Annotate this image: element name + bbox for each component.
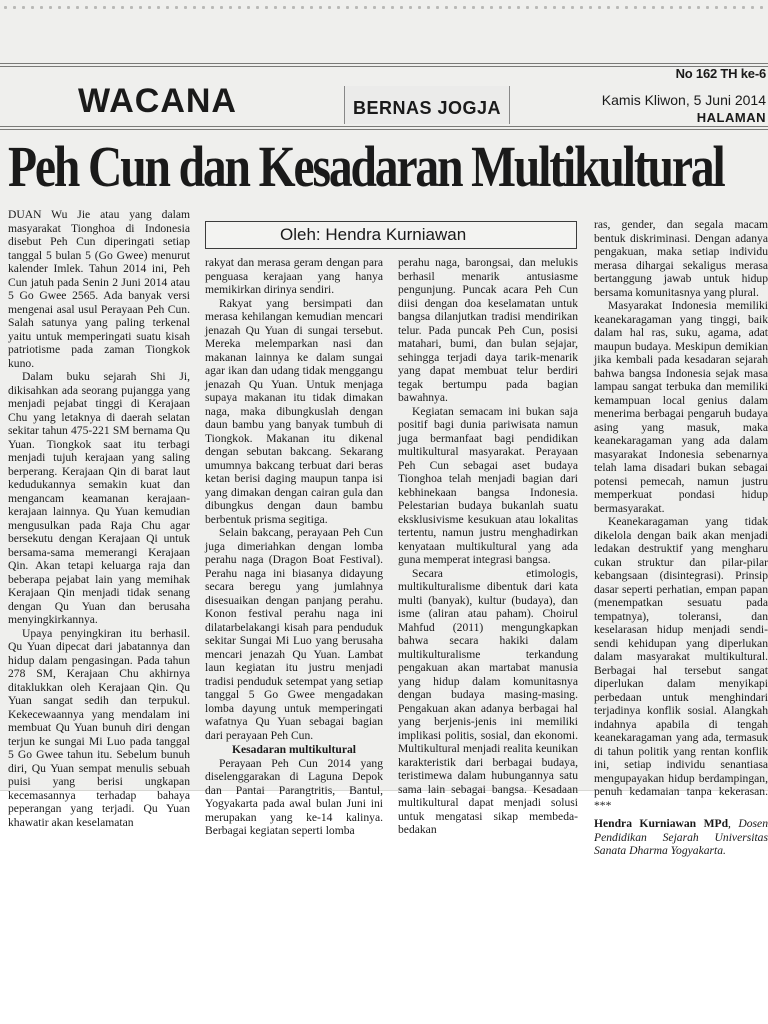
perforation-dot <box>229 6 232 9</box>
perforation-dot <box>652 6 655 9</box>
author-name: Hendra Kurniawan MPd <box>594 817 729 830</box>
perforation-dot <box>85 6 88 9</box>
paragraph: Perayaan Peh Cun 2014 yang diselenggarakan di Laguna Depok dan Pantai Parangtritis, Bantul, Yogyakarta pada awal bulan Juni ini merupakan yang ke-14 kalinya. Berbagai kegiatan seperti lomba <box>205 756 383 837</box>
perforation-dot <box>247 6 250 9</box>
perforation-dot <box>580 6 583 9</box>
perforation-dot <box>67 6 70 9</box>
perforation-dot <box>265 6 268 9</box>
perforation-dot <box>571 6 574 9</box>
perforation-dot <box>688 6 691 9</box>
perforation-dot <box>418 6 421 9</box>
perforation-dot <box>481 6 484 9</box>
perforation-dot <box>409 6 412 9</box>
perforation-dot <box>634 6 637 9</box>
perforation-dot <box>490 6 493 9</box>
paragraph: Kegiatan semacam ini bukan saja positif bagi dunia pariwisata namun juga bermanfaat bagi pendidikan multikultural masyarakat. Perayaan Peh Cun sebagai aset budaya Tionghoa telah menjadi bagian dari kebhinekaan bangsa Indonesia. Pelestarian budaya bukanlah suatu eksklusivisme kesukuan atau lokalitas tertentu, namun justru menghadirkan kenyataan multikultural yang ada guna memperat integrasi bangsa. <box>398 404 578 566</box>
perforation-dot <box>661 6 664 9</box>
perforation-dot <box>706 6 709 9</box>
perforation-dot <box>697 6 700 9</box>
perforation-dots <box>0 2 768 14</box>
perforation-dot <box>454 6 457 9</box>
perforation-dot <box>643 6 646 9</box>
perforation-dot <box>283 6 286 9</box>
perforation-dot <box>760 6 763 9</box>
perforation-dot <box>562 6 565 9</box>
article-title: Peh Cun dan Kesadaran Multikultural <box>8 134 724 199</box>
perforation-dot <box>4 6 7 9</box>
perforation-dot <box>256 6 259 9</box>
perforation-dot <box>544 6 547 9</box>
perforation-dot <box>13 6 16 9</box>
author-affiliation: , Dosen Pendidikan Sejarah Universitas Sanata Dharma Yogyakarta. <box>594 817 768 857</box>
paragraph: Keanekaragaman yang tidak dikelola dengan baik akan menjadi ledakan destruktif yang mengharu cukan struktur dan pilar-pilar kebangsaan (disintegrasi). Prinsip dasar seperti perhatian, empan papan (menempatkan sesuatu pada tempatnya), toleransi, dan keselarasan hidup menjadi sendi-sendi kehidupan yang diperlukan dalam masyarakat multikultural. Berbagai hal tersebut sangat diperlukan dalam menyikapi perbedaan untuk menghindari terjadinya konflik sosial. Alangkah indahnya apabila di tengah keanekaragaman yang ada, termasuk di tahun politik yang rentan konflik ini, setiap individu senantiasa mengupayakan hidup berdampingan, penuh kedamaian tanpa kekerasan. *** <box>594 515 768 812</box>
perforation-dot <box>625 6 628 9</box>
perforation-dot <box>724 6 727 9</box>
perforation-dot <box>31 6 34 9</box>
masthead-top-rule-2 <box>0 66 768 67</box>
perforation-dot <box>22 6 25 9</box>
perforation-dot <box>607 6 610 9</box>
perforation-dot <box>391 6 394 9</box>
perforation-dot <box>382 6 385 9</box>
perforation-dot <box>751 6 754 9</box>
perforation-dot <box>175 6 178 9</box>
article-column-2 <box>205 256 383 837</box>
paragraph: Masyarakat Indonesia memiliki keanekaragaman yang tinggi, baik dalam hal ras, suku, agama, adat maupun budaya. Meskipun demikian jika kembali pada kesadaran sejarah bahwa bangsa Indonesia sejak masa lampau sangat terbuka dan memiliki kemampuan local genius dalam menerima berbagai pengaruh budaya asing yang masuk, maka keanekaragaman yang ada dalam masyarakat Indonesia sebenarnya telah lama disadari bukan sebagai potensi pemecah, namun justru memperkuat pondasi hidup bermasyarakat. <box>594 299 768 515</box>
article-column-3 <box>398 256 578 836</box>
byline-author: Oleh: Hendra Kurniawan <box>280 225 467 244</box>
author-note <box>594 817 768 858</box>
page-label: HALAMAN <box>696 110 766 125</box>
paragraph: ras, gender, dan segala macam bentuk diskriminasi. Dengan adanya pengakuan, maka setiap individu merasa dihargai sekaligus merasa bertanggung jawab untuk hidup bersama komunitasnya yang plural. <box>594 218 768 299</box>
perforation-dot <box>310 6 313 9</box>
perforation-dot <box>472 6 475 9</box>
perforation-dot <box>112 6 115 9</box>
paragraph: rakyat dan merasa geram dengan para penguasa kerajaan yang hanya memikirkan dirinya sendiri. <box>205 256 383 296</box>
paragraph: Upaya penyingkiran itu berhasil. Qu Yuan dipecat dari jabatannya dan hidup dalam pengasingan. Pada tahun 278 SM, Kerajaan Chu akhirnya ditaklukkan oleh Kerajaan Qin. Qu Yuan sangat sedih dan terpukul. Kekecewaannya yang mendalam ini membuat Qu Yuan bunuh diri dengan terjun ke sungai Mi Luo pada tanggal 5 Go Gwee tahun itu. Sebelum bunuh diri, Qu Yuan sempat menulis sebuah puisi yang berisi ungkapan kecemasannya terhadap bahaya peperangan yang terjadi. Qu Yuan khawatir akan keselamatan <box>8 626 190 829</box>
perforation-dot <box>508 6 511 9</box>
article-column-4 <box>594 218 768 857</box>
perforation-dot <box>103 6 106 9</box>
perforation-dot <box>193 6 196 9</box>
perforation-dot <box>715 6 718 9</box>
article-column-1 <box>8 208 190 829</box>
perforation-dot <box>733 6 736 9</box>
perforation-dot <box>49 6 52 9</box>
perforation-dot <box>553 6 556 9</box>
perforation-dot <box>292 6 295 9</box>
masthead-bottom-rule-2 <box>0 129 768 130</box>
perforation-dot <box>589 6 592 9</box>
perforation-dot <box>400 6 403 9</box>
perforation-dot <box>76 6 79 9</box>
perforation-dot <box>238 6 241 9</box>
perforation-dot <box>445 6 448 9</box>
perforation-dot <box>121 6 124 9</box>
perforation-dot <box>517 6 520 9</box>
paragraph: Selain bakcang, perayaan Peh Cun juga dimeriahkan dengan lomba perahu naga (Dragon Boat Festival). Perahu naga ini biasanya didayung secara beregu yang jumlahnya disesuaikan dengan panjang perahu. Konon festival perahu naga ini dilatarbelakangi kisah para penduduk sekitar Sungai Mi Luo yang berusaha mencari jenazah Qu Yuan. Lambat laun kegiatan itu justru menjadi tradisi penduduk setempat yang setiap tanggal 5 Go Gwee mengadakan lomba dayung untuk memperingati wafatnya Qu Yuan sebagai bagian dari perayaan Peh Cun. <box>205 526 383 742</box>
byline-box <box>205 221 577 249</box>
newspaper-masthead <box>344 86 510 124</box>
paragraph: perahu naga, barongsai, dan melukis berhasil menarik antusiasme pengunjung. Puncak acara Peh Cun diisi dengan doa keselamatan untuk bangsa dilanjutkan tradisi mendirikan telur. Pada puncak Peh Cun, posisi matahari, bumi, dan bulan sejajar, sehingga terjadi daya tarik-menarik yang dapat membuat telur berdiri tegak bertumpu pada bagian bawahnya. <box>398 256 578 404</box>
perforation-dot <box>220 6 223 9</box>
paragraph: Secara etimologis, multikulturalisme dibentuk dari kata multi (banyak), kultur (budaya), dan isme (aliran atau paham). Choirul Mahfud (2011) mengungkapkan bahwa secara hakiki dalam multikulturalisme terkandung pengakuan akan martabat manusia yang hidup dalam komunitasnya dengan budaya masing-masing. Pengakuan akan adanya berbagai hal yang berjenis-jenis ini memiliki implikasi politis, sosial, dan ekonomi. Multikultural menjadi realita keunikan karakteristik dari berbagai budaya, teristimewa dalam hubungannya satu sama lain sebagai bangsa. Kesadaan multikultural dapat menjadi solusi untuk mengatasi sikap membeda-bedakan <box>398 566 578 836</box>
perforation-dot <box>319 6 322 9</box>
perforation-dot <box>139 6 142 9</box>
perforation-dot <box>40 6 43 9</box>
newspaper-name: BERNAS JOGJA <box>352 98 502 118</box>
perforation-dot <box>373 6 376 9</box>
perforation-dot <box>94 6 97 9</box>
perforation-dot <box>328 6 331 9</box>
perforation-dot <box>355 6 358 9</box>
perforation-dot <box>274 6 277 9</box>
perforation-dot <box>436 6 439 9</box>
issue-date: Kamis Kliwon, 5 Juni 2014 <box>601 92 766 108</box>
perforation-dot <box>301 6 304 9</box>
paragraph: DUAN Wu Jie atau yang dalam masyarakat Tionghoa di Indonesia disebut Peh Cun diperingati setiap tanggal 5 bulan 5 (Go Gwee) menurut kalender Imlek. Tahun 2014 ini, Peh Cun jatuh pada Senin 2 Juni 2014 atau 5 Go Gwee 2565. Ada banyak versi mengenai asal usul Perayaan Peh Cun. Salah satunya yang paling terkenal yaitu untuk memperingati suatu kisah patriotisme pada zaman Tiongkok kuno. <box>8 208 190 370</box>
perforation-dot <box>184 6 187 9</box>
perforation-dot <box>58 6 61 9</box>
perforation-dot <box>364 6 367 9</box>
perforation-dot <box>598 6 601 9</box>
section-name: WACANA <box>78 82 237 120</box>
perforation-dot <box>742 6 745 9</box>
perforation-dot <box>679 6 682 9</box>
paragraph: Rakyat yang bersimpati dan merasa kehilangan kemudian mencari jenazah Qu Yuan di sungai tersebut. Mereka melemparkan nasi dan makanan lainnya ke dalam sungai agar ikan dan udang tidak menggangu jenazah Qu Yuan. Untuk menjaga supaya makanan itu tidak dimakan naga, maka dibungkuslah dengan daun bambu yang banyak tumbuh di Tiongkok. Makanan itu dikenal dengan sebutan bakcang. Sekarang umumnya bakcang terbuat dari beras ketan berisi daging maupun tanpa isi yang dimakan dengan cairan gula dan dibungkus dengan daun bambu berbentuk prisma segitiga. <box>205 296 383 526</box>
perforation-dot <box>463 6 466 9</box>
perforation-dot <box>346 6 349 9</box>
paragraph: Dalam buku sejarah Shi Ji, dikisahkan ada seorang pujangga yang menjadi pejabat tinggi di Kerajaan Chu yang letaknya di daerah selatan sekitar tahun 475-221 SM bernama Qu Yuan. Tiongkok saat itu terbagi menjadi tujuh kerajaan yang saling berperang. Kerajaan Qin di barat laut kedudukannya semakin kuat dan mengancam keamanan kerajaan-kerajaan lainnya. Qu Yuan kemudian mengusulkan pada Raja Chu agar bersekutu dengan Kerajaan Qi untuk bersama-sama memerangi Kerajaan Qin. Akan tetapi keluarga raja dan beberapa pejabat lain yang memihak Kerajaan Qin menjadi tidak senang dengan Qu Yuan dan berusaha menyingkirkannya. <box>8 370 190 626</box>
subheading: Kesadaran multikultural <box>231 743 356 756</box>
perforation-dot <box>202 6 205 9</box>
perforation-dot <box>337 6 340 9</box>
masthead-top-rule <box>0 63 768 64</box>
perforation-dot <box>148 6 151 9</box>
perforation-dot <box>130 6 133 9</box>
masthead-bottom-rule <box>0 126 768 127</box>
perforation-dot <box>535 6 538 9</box>
perforation-dot <box>670 6 673 9</box>
perforation-dot <box>526 6 529 9</box>
perforation-dot <box>211 6 214 9</box>
perforation-dot <box>157 6 160 9</box>
perforation-dot <box>499 6 502 9</box>
edition-number: No 162 TH ke-6 <box>675 66 766 81</box>
perforation-dot <box>166 6 169 9</box>
perforation-dot <box>616 6 619 9</box>
perforation-dot <box>427 6 430 9</box>
